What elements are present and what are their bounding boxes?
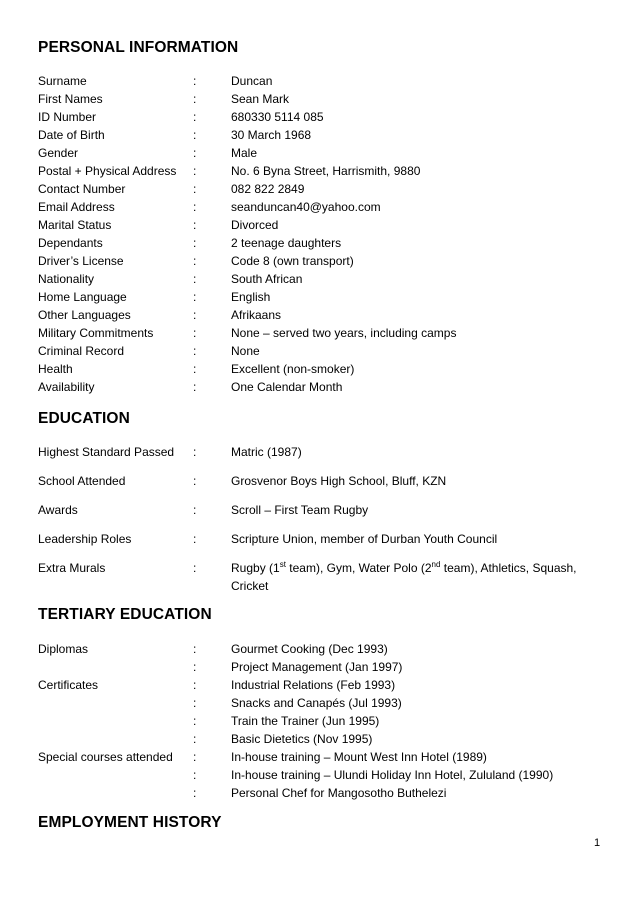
row-label: ID Number <box>38 110 97 124</box>
row-value: No. 6 Byna Street, Harrismith, 9880 <box>231 164 421 178</box>
extra-murals-text-3: team), Athletics, Squash, Cricket <box>231 561 577 593</box>
info-row-email-address <box>0 198 638 216</box>
row-value: Train the Trainer (Jun 1995) <box>231 714 380 728</box>
row-label: Nationality <box>38 272 95 286</box>
row-label: Highest Standard Passed <box>38 445 175 459</box>
row-colon: : <box>193 678 197 692</box>
info-row-marital-status <box>0 216 638 234</box>
info-row-drivers-license <box>0 252 638 270</box>
row-value: Personal Chef for Mangosotho Buthelezi <box>231 786 447 800</box>
tertiary-education-heading: TERTIARY EDUCATION <box>38 606 212 623</box>
row-colon: : <box>193 236 197 250</box>
row-value: In-house training – Ulundi Holiday Inn Hotel, Zululand (1990) <box>231 768 554 782</box>
info-row-gender <box>0 144 638 162</box>
row-value: 30 March 1968 <box>231 128 312 142</box>
tertiary-education-list <box>0 640 638 802</box>
info-row-surname <box>0 72 638 90</box>
row-label: Special courses attended <box>38 750 173 764</box>
info-row-other-languages <box>0 306 638 324</box>
row-colon: : <box>193 714 197 728</box>
tertiary-row <box>0 712 638 730</box>
education-row-leadership-roles <box>0 530 638 559</box>
tertiary-row <box>0 766 638 784</box>
row-colon: : <box>193 92 197 106</box>
row-value: Male <box>231 146 258 160</box>
row-value: South African <box>231 272 303 286</box>
info-row-nationality <box>0 270 638 288</box>
row-colon: : <box>193 272 197 286</box>
row-value: Duncan <box>231 74 273 88</box>
page-number: 1 <box>594 837 601 849</box>
row-colon: : <box>193 474 197 488</box>
row-colon: : <box>193 642 197 656</box>
education-heading: EDUCATION <box>38 410 130 427</box>
info-row-dependants <box>0 234 638 252</box>
info-row-contact-number <box>0 180 638 198</box>
row-value: Divorced <box>231 218 279 232</box>
row-label: Awards <box>38 503 78 517</box>
row-value: Excellent (non-smoker) <box>231 362 355 376</box>
row-colon: : <box>193 380 197 394</box>
row-colon: : <box>193 344 197 358</box>
tertiary-row <box>0 730 638 748</box>
row-value: In-house training – Mount West Inn Hotel (1989) <box>231 750 487 764</box>
info-row-first-names <box>0 90 638 108</box>
row-label: Home Language <box>38 290 127 304</box>
row-colon: : <box>193 218 197 232</box>
info-row-criminal-record <box>0 342 638 360</box>
education-row-awards <box>0 501 638 530</box>
row-label: Diplomas <box>38 642 89 656</box>
row-value: Snacks and Canapés (Jul 1993) <box>231 696 402 710</box>
row-value: Scroll – First Team Rugby <box>231 503 369 517</box>
tertiary-row <box>0 694 638 712</box>
row-label: First Names <box>38 92 103 106</box>
row-label: Availability <box>38 380 95 394</box>
superscript-nd: nd <box>431 560 441 569</box>
row-colon: : <box>193 182 197 196</box>
row-value: None <box>231 344 260 358</box>
row-value: seanduncan40@yahoo.com <box>231 200 381 214</box>
employment-history-heading: EMPLOYMENT HISTORY <box>38 814 222 831</box>
row-colon: : <box>193 561 197 575</box>
education-row-school-attended <box>0 472 638 501</box>
personal-information-list <box>0 72 638 396</box>
row-colon: : <box>193 532 197 546</box>
row-label: Military Commitments <box>38 326 154 340</box>
row-colon: : <box>193 362 197 376</box>
tertiary-row <box>0 658 638 676</box>
row-colon: : <box>193 503 197 517</box>
row-colon: : <box>193 74 197 88</box>
row-colon: : <box>193 290 197 304</box>
row-value <box>231 559 591 595</box>
row-value: English <box>231 290 271 304</box>
info-row-date-of-birth <box>0 126 638 144</box>
info-row-military-commitments <box>0 324 638 342</box>
row-label: Postal + Physical Address <box>38 164 177 178</box>
row-label: Marital Status <box>38 218 112 232</box>
tertiary-row <box>0 676 638 694</box>
row-label: Surname <box>38 74 87 88</box>
row-value: Gourmet Cooking (Dec 1993) <box>231 642 388 656</box>
row-value: Matric (1987) <box>231 445 302 459</box>
tertiary-row <box>0 640 638 658</box>
row-label: Dependants <box>38 236 103 250</box>
row-colon: : <box>193 254 197 268</box>
personal-information-heading: PERSONAL INFORMATION <box>38 39 239 56</box>
row-value: Project Management (Jan 1997) <box>231 660 403 674</box>
row-label: Extra Murals <box>38 561 106 575</box>
row-colon: : <box>193 445 197 459</box>
extra-murals-text-1: Rugby (1 <box>231 561 280 575</box>
info-row-health <box>0 360 638 378</box>
education-list <box>0 443 638 599</box>
row-colon: : <box>193 326 197 340</box>
row-value: Grosvenor Boys High School, Bluff, KZN <box>231 474 447 488</box>
education-row-highest-standard <box>0 443 638 472</box>
row-value: 082 822 2849 <box>231 182 305 196</box>
row-label: Health <box>38 362 73 376</box>
row-colon: : <box>193 200 197 214</box>
row-value: 680330 5114 085 <box>231 110 324 124</box>
row-label: Other Languages <box>38 308 131 322</box>
row-colon: : <box>193 750 197 764</box>
info-row-availability <box>0 378 638 396</box>
row-colon: : <box>193 732 197 746</box>
info-row-id-number <box>0 108 638 126</box>
row-value: Basic Dietetics (Nov 1995) <box>231 732 373 746</box>
row-value: None – served two years, including camps <box>231 326 457 340</box>
row-value: 2 teenage daughters <box>231 236 342 250</box>
row-value: Code 8 (own transport) <box>231 254 354 268</box>
superscript-st: st <box>279 560 286 569</box>
info-row-home-language <box>0 288 638 306</box>
row-colon: : <box>193 660 197 674</box>
row-colon: : <box>193 110 197 124</box>
tertiary-row <box>0 748 638 766</box>
row-colon: : <box>193 146 197 160</box>
row-label: Criminal Record <box>38 344 125 358</box>
tertiary-row <box>0 784 638 802</box>
row-colon: : <box>193 308 197 322</box>
row-label: Email Address <box>38 200 115 214</box>
row-label: Contact Number <box>38 182 126 196</box>
row-value: Afrikaans <box>231 308 282 322</box>
row-value: Scripture Union, member of Durban Youth Council <box>231 532 498 546</box>
row-value: Sean Mark <box>231 92 290 106</box>
info-row-address <box>0 162 638 180</box>
row-label: Date of Birth <box>38 128 105 142</box>
row-label: Leadership Roles <box>38 532 132 546</box>
row-colon: : <box>193 768 197 782</box>
row-colon: : <box>193 128 197 142</box>
row-value: One Calendar Month <box>231 380 343 394</box>
row-value: Industrial Relations (Feb 1993) <box>231 678 396 692</box>
row-label: School Attended <box>38 474 126 488</box>
row-colon: : <box>193 696 197 710</box>
row-label: Gender <box>38 146 79 160</box>
row-label: Driver’s License <box>38 254 124 268</box>
row-label: Certificates <box>38 678 99 692</box>
row-colon: : <box>193 786 197 800</box>
row-colon: : <box>193 164 197 178</box>
education-row-extra-murals <box>0 559 638 599</box>
extra-murals-text-2: team), Gym, Water Polo (2 <box>285 561 432 575</box>
